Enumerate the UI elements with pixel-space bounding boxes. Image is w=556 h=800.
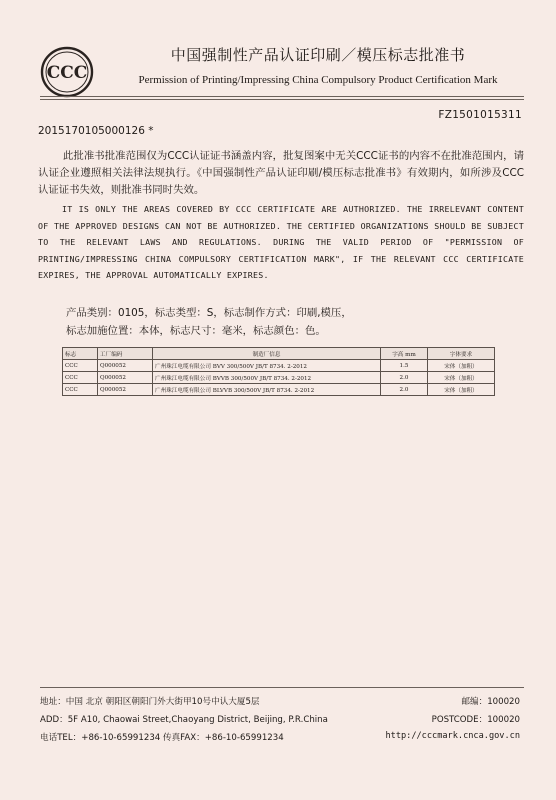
cell-factory-code: Q000052: [98, 372, 153, 384]
approval-table: [62, 347, 495, 396]
header-factory-code: 工厂编码: [98, 348, 153, 360]
certificate-number: 2015170105000126 *: [38, 125, 154, 137]
cell-factory-code: Q000052: [98, 360, 153, 372]
cell-mark: CCC: [63, 360, 98, 372]
address-english: ADD：5F A10, Chaowai Street,Chaoyang District, Beijing, P.R.China: [40, 715, 328, 725]
cell-manufacturer: 广州珠江电缆有限公司 BLVVB 300/500V JB/T 8734. 2-2012: [153, 384, 381, 396]
footer-divider: [40, 687, 524, 688]
title-chinese: 中国强制性产品认证印刷／模压标志批准书: [170, 46, 466, 64]
cell-char-height: 2.0: [381, 384, 428, 396]
cell-manufacturer: 广州珠江电缆有限公司 BVV 300/500V JB/T 8734. 2-2012: [153, 360, 381, 372]
table-row: [63, 360, 495, 372]
cell-mark: CCC: [63, 372, 98, 384]
header-manufacturer: 制造厂信息: [153, 348, 381, 360]
product-info-line2: 标志加施位置：本体，标志尺寸：毫米，标志颜色：色。: [66, 325, 326, 337]
postcode-chinese: 邮编：100020: [461, 697, 520, 707]
table-row: [63, 372, 495, 384]
ccc-logo: [40, 45, 94, 99]
address-chinese: 地址：中国 北京 朝阳区朝阳门外大街甲10号中认大厦5层: [40, 697, 260, 707]
cell-font: 宋体（加粗）: [428, 372, 495, 384]
cell-char-height: 2.0: [381, 372, 428, 384]
website-link[interactable]: http://cccmark.cnca.gov.cn: [385, 731, 520, 741]
product-info-line1: 产品类别：0105，标志类型：S，标志制作方式：印刷,模压，: [66, 307, 352, 319]
cell-font: 宋体（加粗）: [428, 384, 495, 396]
table-row: [63, 384, 495, 396]
title-english: Permission of Printing/Impressing China Compulsory Product Certification Mark: [138, 74, 498, 86]
header-font: 字体要求: [428, 348, 495, 360]
notice-chinese: 此批准书批准范围仅为CCC认证证书涵盖内容，批复图案中无关CCC证书的内容不在批准范围内，请认证企业遵照相关法律法规执行。《中国强制性产品认证印刷/模压标志批准书》有效期内，如所涉及CCC认证证书失效，则批准书同时失效。: [38, 150, 524, 196]
postcode-english: POSTCODE：100020: [431, 715, 520, 725]
table-header-row: [63, 348, 495, 360]
notice-english: IT IS ONLY THE AREAS COVERED BY CCC CERTIFICATE ARE AUTHORIZED. THE IRRELEVANT CONTENT OF THE APPROVED DESIGNS CAN NOT BE AUTHORIZED. THE CERTIFIED ORGANIZATIONS SHOULD BE SUBJECT TO THE RELEVANT LAWS AND REGULATIONS. DURING THE VALID PERIOD OF "PERMISSION OF PRINTING/IMPRESSING CHINA COMPULSORY CERTIFICATION MARK", IF THE RELEVANT CCC CERTIFICATE EXPIRES, THE APPROVAL AUTOMATICALLY EXPIRES.: [38, 204, 524, 281]
cell-manufacturer: 广州珠江电缆有限公司 BVVB 300/500V JB/T 8734. 2-2012: [153, 372, 381, 384]
phone-fax: 电话TEL：+86-10-65991234 传真FAX：+86-10-65991234: [40, 733, 284, 743]
header-divider-thin: [40, 99, 524, 100]
header-char-height: 字高 mm: [381, 348, 428, 360]
header-mark: 标志: [63, 348, 98, 360]
header-divider: [40, 96, 524, 97]
cell-font: 宋体（加粗）: [428, 360, 495, 372]
cell-mark: CCC: [63, 384, 98, 396]
logo-text: CCC: [46, 63, 88, 83]
cell-char-height: 1.5: [381, 360, 428, 372]
document-number: FZ1501015311: [438, 109, 522, 121]
cell-factory-code: Q000052: [98, 384, 153, 396]
